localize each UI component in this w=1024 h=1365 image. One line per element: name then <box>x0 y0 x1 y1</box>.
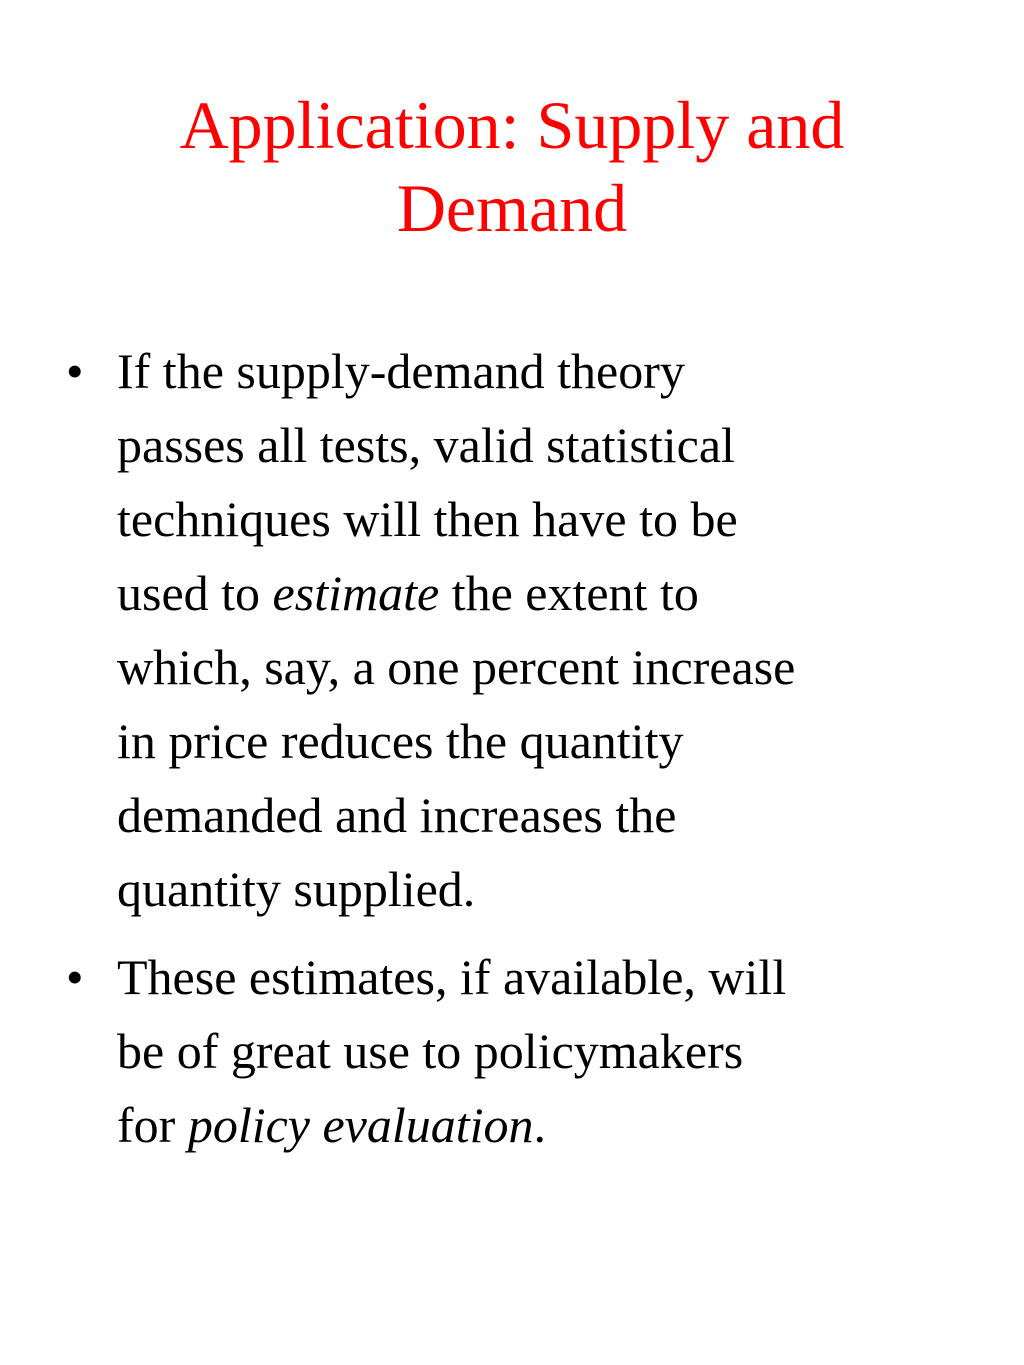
bullet-line <box>117 852 997 926</box>
bullet-line <box>117 630 997 704</box>
bullet-line <box>117 940 997 1014</box>
text-run: demanded and increases the <box>117 787 677 843</box>
slide-title <box>60 84 964 250</box>
text-run: be of great use to policymakers <box>117 1023 744 1079</box>
text-run: quantity supplied. <box>117 861 476 917</box>
bullet-line <box>117 482 997 556</box>
bullet-item-1 <box>0 334 1024 926</box>
text-run: These estimates, if available, will <box>117 949 787 1005</box>
text-run: the extent to <box>439 565 699 621</box>
bullet-mark: • <box>66 949 84 1005</box>
title-line-2: Demand <box>396 170 628 246</box>
text-run: used to <box>117 565 273 621</box>
text-run: passes all tests, valid statistical <box>117 417 735 473</box>
bullet-line <box>117 1014 997 1088</box>
bullet-list <box>0 334 1024 1176</box>
text-run: techniques will then have to be <box>117 491 738 547</box>
bullet-item-2 <box>0 940 1024 1162</box>
italic-term: estimate <box>272 565 440 621</box>
bullet-text <box>117 334 997 926</box>
text-run: in price reduces the quantity <box>117 713 684 769</box>
bullet-line <box>117 704 997 778</box>
bullet-line <box>117 778 997 852</box>
bullet-line <box>117 408 997 482</box>
text-run: for <box>117 1097 188 1153</box>
bullet-mark: • <box>66 343 84 399</box>
bullet-line <box>117 556 997 630</box>
text-run: If the supply-demand theory <box>117 343 685 399</box>
text-run: which, say, a one percent increase <box>117 639 796 695</box>
italic-term: policy evaluation <box>187 1097 534 1153</box>
bullet-text <box>117 940 997 1162</box>
bullet-line <box>117 1088 997 1162</box>
title-line-1: Application: Supply and <box>179 87 845 163</box>
text-run: . <box>533 1097 547 1153</box>
bullet-line <box>117 334 997 408</box>
